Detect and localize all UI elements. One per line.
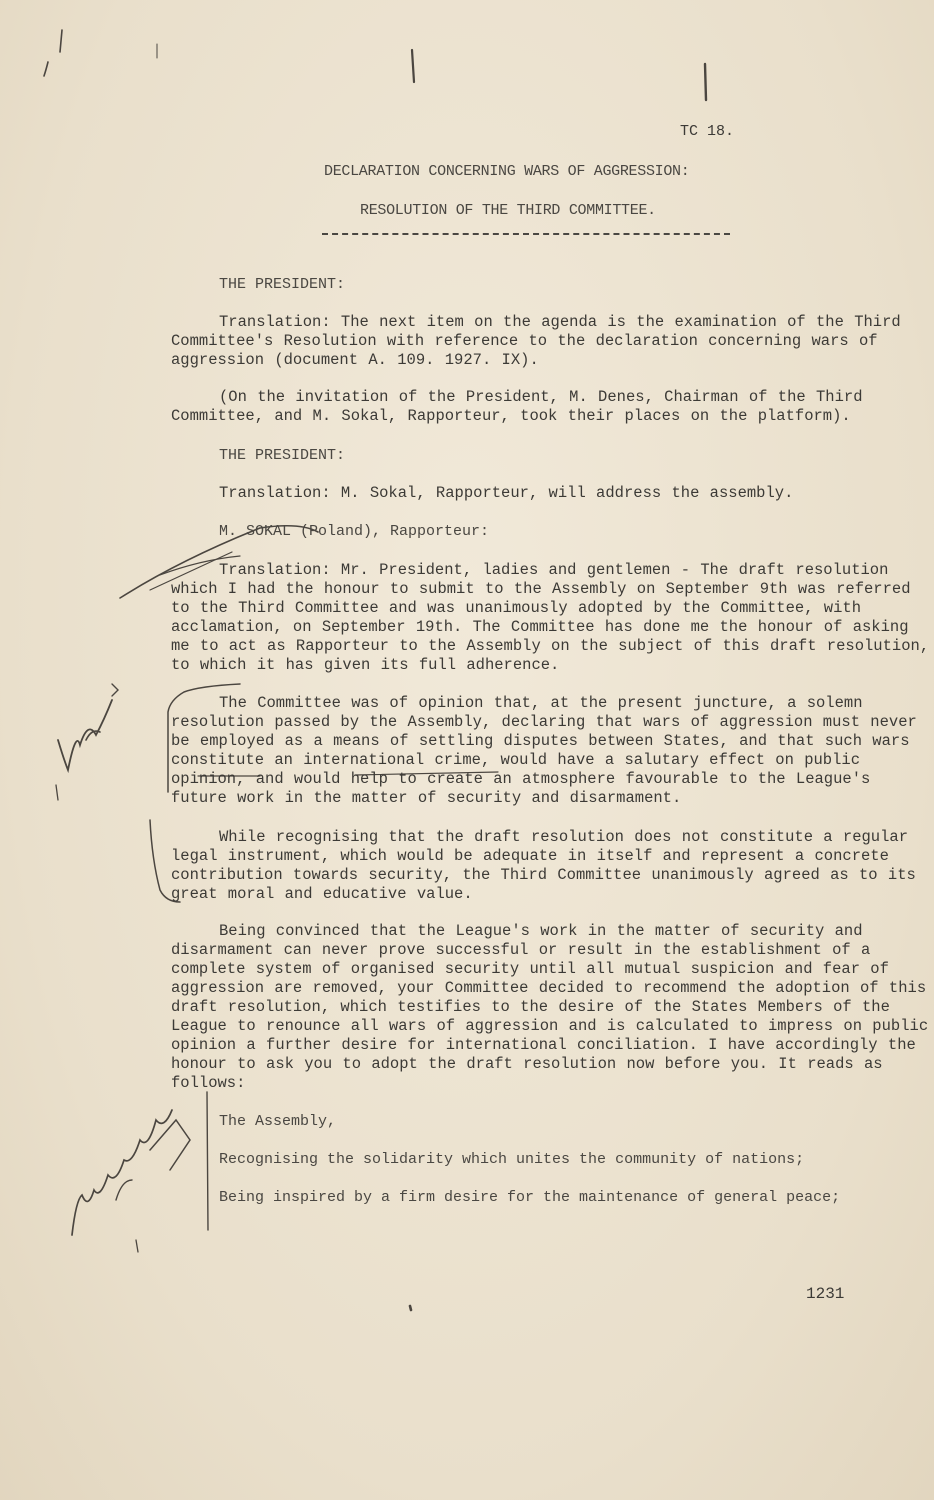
paragraph-legal-instrument: While recognising that the draft resolution does not constitute a regular legal instrument, which would be adequate in itself and represent a concrete contribution towards security, the Third Committee unanimously agreed as to its great moral and educative value. xyxy=(171,828,916,903)
paragraph-draft-resolution: Translation: Mr. President, ladies and gentlemen - The draft resolution which I had the honour to submit to the Assembly on September 9th was referred to the Third Committee and was unanimously adopted by the Committee, with acclamation, on September 19th. The Committee has done me the honour of asking me to act as Rapporteur to the Assembly on the subject of this draft resolution, to which it has given its full adherence. xyxy=(171,561,930,674)
resolution-recital-2: Being inspired by a firm desire for the maintenance of general peace; xyxy=(219,1189,841,1206)
paragraph-agenda: Translation: The next item on the agenda is the examination of the Third Committee's Resolution with reference to the declaration concerning wars of aggression (document A. 109. 1927. IX). xyxy=(171,313,901,369)
resolution-opening: The Assembly, xyxy=(219,1113,337,1130)
document-subtitle: RESOLUTION OF THE THIRD COMMITTEE. xyxy=(360,202,656,219)
page-number: 1231 xyxy=(806,1285,845,1303)
document-reference: TC 18. xyxy=(680,123,735,140)
paragraph-invitation: (On the invitation of the President, M. Denes, Chairman of the Third Committee, and M. Sokal, Rapporteur, took their places on the platform). xyxy=(171,388,863,425)
paragraph-committee-opinion: The Committee was of opinion that, at the present juncture, a solemn resolution passed by the Assembly, declaring that wars of aggression must never be employed as a means of settling disputes between States, and that such wars constitute an international crime, would have a salutary effect on public opinion, and would help to create an atmosphere favourable to the League's future work in the matter of security and disarmament. xyxy=(171,694,917,807)
resolution-recital-1: Recognising the solidarity which unites the community of nations; xyxy=(219,1151,805,1168)
speaker-heading-sokal: M. SOKAL (Poland), Rapporteur: xyxy=(219,523,490,540)
paragraph-address: Translation: M. Sokal, Rapporteur, will address the assembly. xyxy=(219,484,794,502)
speaker-heading-president-2: THE PRESIDENT: xyxy=(219,447,346,464)
paragraph-security: Being convinced that the League's work in the matter of security and disarmament can never prove successful or result in the establishment of a complete system of organised security until all mutual suspicion and fear of aggression are removed, your Committee decided to recommend the adoption of this draft resolution, which testifies to the desire of the States Members of the League to renounce all wars of aggression and is calculated to impress on public opinion a further desire for international conciliation. I have accordingly the honour to ask you to adopt the draft resolution now before you. It reads as follows: xyxy=(171,922,929,1092)
title-divider xyxy=(322,233,730,235)
speaker-heading-president: THE PRESIDENT: xyxy=(219,276,346,293)
document-title: DECLARATION CONCERNING WARS OF AGGRESSION: xyxy=(324,163,690,180)
